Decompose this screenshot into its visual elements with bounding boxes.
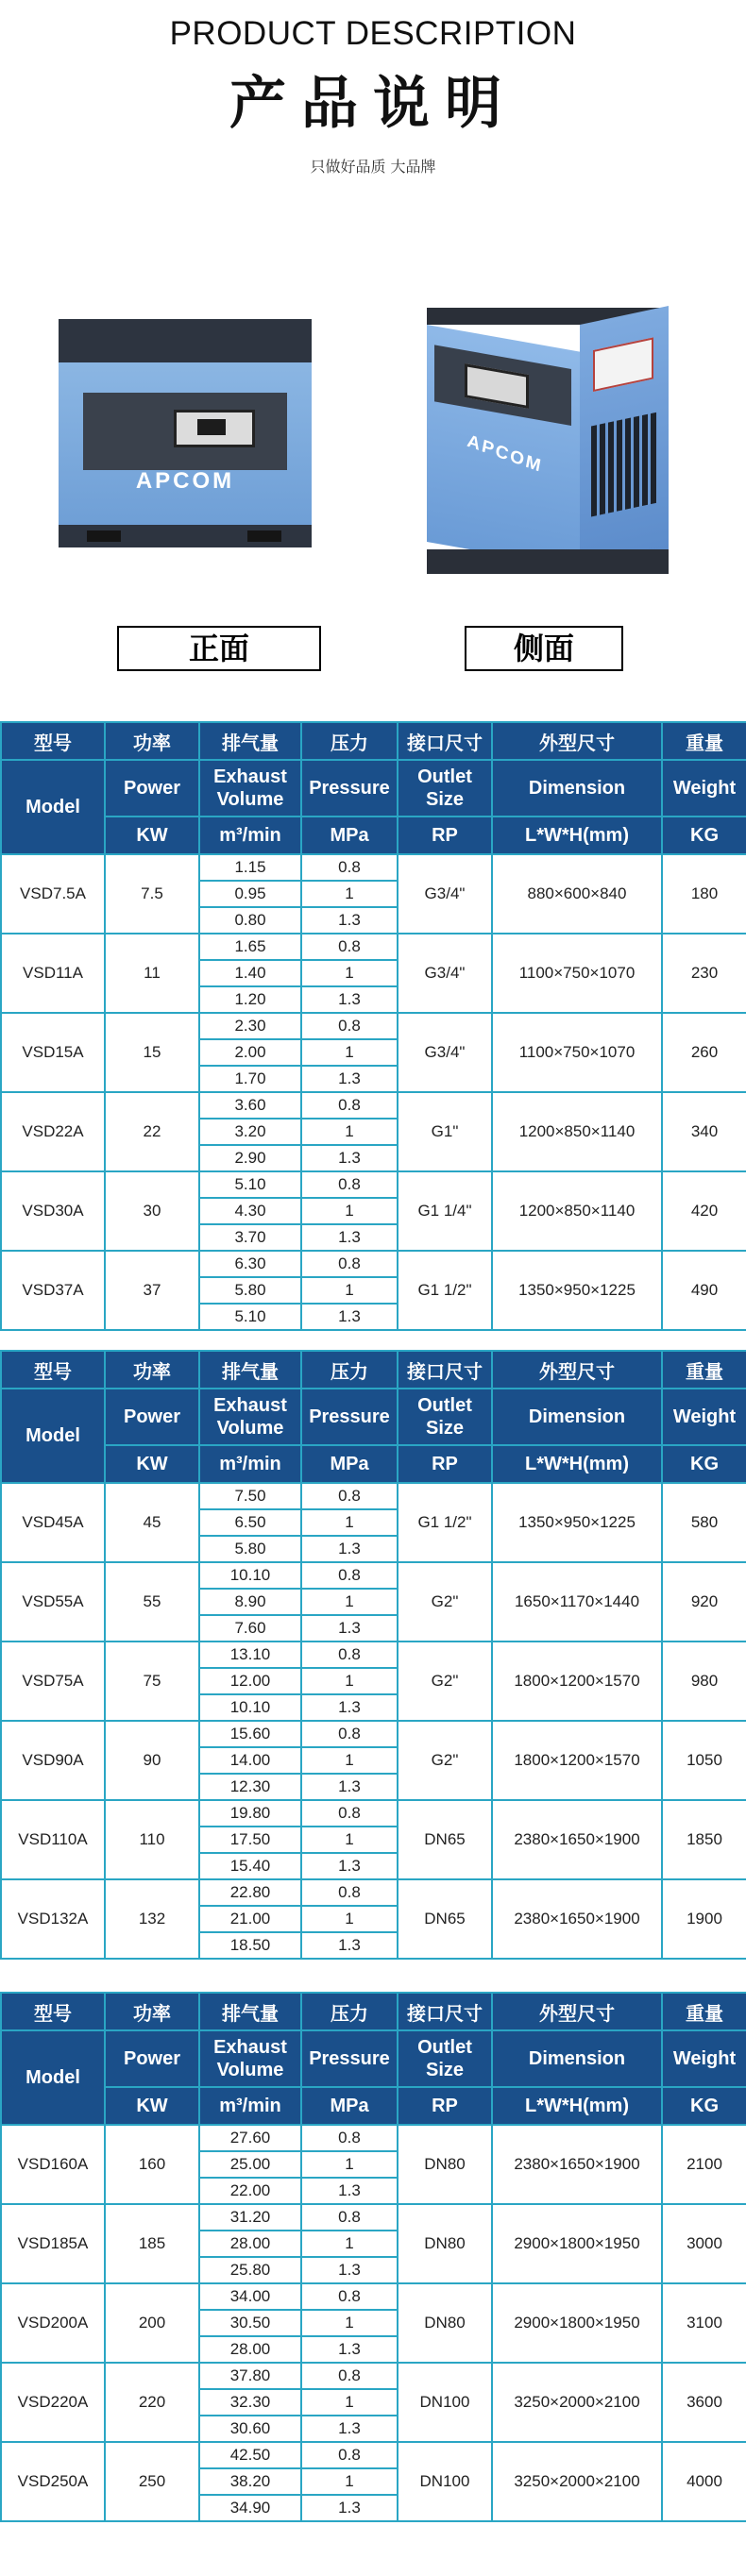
outlet-cell: G1 1/2" bbox=[398, 1251, 492, 1330]
pressure-cell: 1 bbox=[301, 1827, 398, 1853]
pressure-cell: 0.8 bbox=[301, 1092, 398, 1119]
flow-cell: 1.70 bbox=[199, 1066, 301, 1092]
front-view-label: 正面 bbox=[117, 626, 321, 671]
pressure-cell: 1 bbox=[301, 2151, 398, 2178]
pressure-cell: 1 bbox=[301, 1906, 398, 1932]
machine-top-panel bbox=[59, 319, 312, 362]
pressure-cell: 1.3 bbox=[301, 1774, 398, 1800]
model-cell: VSD132A bbox=[1, 1879, 105, 1959]
dimension-cell: 1100×750×1070 bbox=[492, 1013, 662, 1092]
unit-dimension: L*W*H(mm) bbox=[492, 817, 662, 854]
side-view-label: 侧面 bbox=[465, 626, 623, 671]
power-cell: 11 bbox=[105, 934, 199, 1013]
weight-cell: 980 bbox=[662, 1642, 746, 1721]
model-cell: VSD15A bbox=[1, 1013, 105, 1092]
table-row bbox=[1, 2125, 746, 2151]
flow-cell: 8.90 bbox=[199, 1589, 301, 1615]
outlet-cell: G2" bbox=[398, 1721, 492, 1800]
flow-cell: 30.50 bbox=[199, 2310, 301, 2336]
dimension-cell: 1650×1170×1440 bbox=[492, 1562, 662, 1642]
weight-cell: 1900 bbox=[662, 1879, 746, 1959]
power-cell: 110 bbox=[105, 1800, 199, 1879]
compressor-front-image bbox=[59, 319, 312, 547]
header-dimension: Dimension bbox=[492, 2030, 662, 2087]
model-cell: VSD37A bbox=[1, 1251, 105, 1330]
model-cell: VSD110A bbox=[1, 1800, 105, 1879]
flow-cell: 0.95 bbox=[199, 881, 301, 907]
outlet-cell: DN80 bbox=[398, 2283, 492, 2363]
header-dimension-cn: 外型尺寸 bbox=[492, 1993, 662, 2030]
table-row bbox=[1, 1642, 746, 1668]
power-cell: 55 bbox=[105, 1562, 199, 1642]
pressure-cell: 0.8 bbox=[301, 1483, 398, 1509]
power-cell: 220 bbox=[105, 2363, 199, 2442]
weight-cell: 490 bbox=[662, 1251, 746, 1330]
unit-dimension: L*W*H(mm) bbox=[492, 2087, 662, 2125]
machine-base bbox=[59, 525, 312, 547]
pressure-cell: 1.3 bbox=[301, 2257, 398, 2283]
flow-cell: 1.40 bbox=[199, 960, 301, 986]
pressure-cell: 1.3 bbox=[301, 1224, 398, 1251]
controller-display-icon bbox=[465, 363, 529, 409]
pressure-cell: 1.3 bbox=[301, 2178, 398, 2204]
table-row bbox=[1, 1483, 746, 1509]
flow-cell: 31.20 bbox=[199, 2204, 301, 2231]
header-pressure-cn: 压力 bbox=[301, 1993, 398, 2030]
outlet-cell: DN80 bbox=[398, 2204, 492, 2283]
flow-cell: 3.60 bbox=[199, 1092, 301, 1119]
table-row bbox=[1, 1092, 746, 1119]
pressure-cell: 0.8 bbox=[301, 854, 398, 881]
model-cell: VSD7.5A bbox=[1, 854, 105, 934]
flow-cell: 7.60 bbox=[199, 1615, 301, 1642]
header-pressure-cn: 压力 bbox=[301, 1351, 398, 1389]
header-power-cn: 功率 bbox=[105, 1351, 199, 1389]
header-exhaust-cn: 排气量 bbox=[199, 1351, 301, 1389]
pressure-cell: 1 bbox=[301, 881, 398, 907]
power-cell: 45 bbox=[105, 1483, 199, 1562]
flow-cell: 5.80 bbox=[199, 1536, 301, 1562]
flow-cell: 27.60 bbox=[199, 2125, 301, 2151]
unit-outlet: RP bbox=[398, 817, 492, 854]
spec-table-3 bbox=[0, 1992, 746, 2522]
flow-cell: 1.15 bbox=[199, 854, 301, 881]
flow-cell: 3.70 bbox=[199, 1224, 301, 1251]
header-pressure: Pressure bbox=[301, 2030, 398, 2087]
pressure-cell: 1.3 bbox=[301, 1694, 398, 1721]
brand-logo-front: APCOM bbox=[135, 468, 235, 494]
model-cell: VSD11A bbox=[1, 934, 105, 1013]
dimension-cell: 2380×1650×1900 bbox=[492, 1800, 662, 1879]
header-exhaust-cn: 排气量 bbox=[199, 1993, 301, 2030]
pressure-cell: 0.8 bbox=[301, 2125, 398, 2151]
outlet-cell: G1 1/4" bbox=[398, 1171, 492, 1251]
outlet-cell: G3/4" bbox=[398, 934, 492, 1013]
power-cell: 7.5 bbox=[105, 854, 199, 934]
weight-cell: 230 bbox=[662, 934, 746, 1013]
pressure-cell: 1 bbox=[301, 1747, 398, 1774]
flow-cell: 42.50 bbox=[199, 2442, 301, 2468]
vent-grill-icon bbox=[591, 412, 657, 517]
flow-cell: 5.10 bbox=[199, 1304, 301, 1330]
power-cell: 75 bbox=[105, 1642, 199, 1721]
power-cell: 15 bbox=[105, 1013, 199, 1092]
table-row bbox=[1, 1562, 746, 1589]
flow-cell: 15.40 bbox=[199, 1853, 301, 1879]
outlet-cell: DN100 bbox=[398, 2363, 492, 2442]
machine-side-face bbox=[580, 306, 669, 568]
table-row bbox=[1, 1251, 746, 1277]
dimension-cell: 1350×950×1225 bbox=[492, 1483, 662, 1562]
unit-pressure: MPa bbox=[301, 1445, 398, 1483]
pressure-cell: 1 bbox=[301, 1119, 398, 1145]
dimension-cell: 1200×850×1140 bbox=[492, 1092, 662, 1171]
power-cell: 90 bbox=[105, 1721, 199, 1800]
pressure-cell: 1 bbox=[301, 960, 398, 986]
flow-cell: 4.30 bbox=[199, 1198, 301, 1224]
dimension-cell: 2900×1800×1950 bbox=[492, 2283, 662, 2363]
flow-cell: 28.00 bbox=[199, 2336, 301, 2363]
flow-cell: 22.80 bbox=[199, 1879, 301, 1906]
weight-cell: 580 bbox=[662, 1483, 746, 1562]
table-row bbox=[1, 2204, 746, 2231]
flow-cell: 38.20 bbox=[199, 2468, 301, 2495]
dimension-cell: 1200×850×1140 bbox=[492, 1171, 662, 1251]
header-model-cn: 型号 bbox=[1, 1351, 105, 1389]
flow-cell: 21.00 bbox=[199, 1906, 301, 1932]
warning-label-icon bbox=[593, 337, 653, 392]
pressure-cell: 1.3 bbox=[301, 1932, 398, 1959]
pressure-cell: 1 bbox=[301, 1509, 398, 1536]
pressure-cell: 1.3 bbox=[301, 907, 398, 934]
pressure-cell: 1.3 bbox=[301, 1853, 398, 1879]
header-weight: Weight bbox=[662, 2030, 746, 2087]
flow-cell: 25.80 bbox=[199, 2257, 301, 2283]
header-weight: Weight bbox=[662, 760, 746, 817]
model-cell: VSD45A bbox=[1, 1483, 105, 1562]
weight-cell: 1050 bbox=[662, 1721, 746, 1800]
weight-cell: 1850 bbox=[662, 1800, 746, 1879]
spec-table-1 bbox=[0, 721, 746, 1331]
flow-cell: 34.00 bbox=[199, 2283, 301, 2310]
power-cell: 22 bbox=[105, 1092, 199, 1171]
flow-cell: 37.80 bbox=[199, 2363, 301, 2389]
table-row bbox=[1, 2283, 746, 2310]
weight-cell: 420 bbox=[662, 1171, 746, 1251]
pressure-cell: 1 bbox=[301, 1039, 398, 1066]
pressure-cell: 1.3 bbox=[301, 1536, 398, 1562]
unit-outlet: RP bbox=[398, 1445, 492, 1483]
flow-cell: 10.10 bbox=[199, 1694, 301, 1721]
dimension-cell: 2900×1800×1950 bbox=[492, 2204, 662, 2283]
table-row bbox=[1, 1879, 746, 1906]
controller-display-icon bbox=[174, 410, 255, 447]
pressure-cell: 1 bbox=[301, 1198, 398, 1224]
outlet-cell: G1 1/2" bbox=[398, 1483, 492, 1562]
weight-cell: 260 bbox=[662, 1013, 746, 1092]
flow-cell: 17.50 bbox=[199, 1827, 301, 1853]
pressure-cell: 1.3 bbox=[301, 1066, 398, 1092]
pressure-cell: 0.8 bbox=[301, 1562, 398, 1589]
power-cell: 250 bbox=[105, 2442, 199, 2521]
weight-cell: 3600 bbox=[662, 2363, 746, 2442]
weight-cell: 920 bbox=[662, 1562, 746, 1642]
header-model: Model bbox=[1, 2030, 105, 2125]
pressure-cell: 1.3 bbox=[301, 1615, 398, 1642]
table-row bbox=[1, 2442, 746, 2468]
power-cell: 200 bbox=[105, 2283, 199, 2363]
outlet-cell: G2" bbox=[398, 1642, 492, 1721]
unit-power: KW bbox=[105, 1445, 199, 1483]
header-weight-cn: 重量 bbox=[662, 1351, 746, 1389]
compressor-side-image bbox=[427, 308, 669, 574]
header-model-cn: 型号 bbox=[1, 1993, 105, 2030]
flow-cell: 15.60 bbox=[199, 1721, 301, 1747]
outlet-cell: DN65 bbox=[398, 1879, 492, 1959]
flow-cell: 18.50 bbox=[199, 1932, 301, 1959]
dimension-cell: 1800×1200×1570 bbox=[492, 1721, 662, 1800]
forklift-slot-icon bbox=[247, 530, 281, 542]
flow-cell: 2.00 bbox=[199, 1039, 301, 1066]
pressure-cell: 0.8 bbox=[301, 1171, 398, 1198]
flow-cell: 0.80 bbox=[199, 907, 301, 934]
table-row bbox=[1, 1171, 746, 1198]
pressure-cell: 1 bbox=[301, 2389, 398, 2416]
pressure-cell: 0.8 bbox=[301, 1721, 398, 1747]
pressure-cell: 1 bbox=[301, 1277, 398, 1304]
unit-weight: KG bbox=[662, 2087, 746, 2125]
power-cell: 160 bbox=[105, 2125, 199, 2204]
model-cell: VSD200A bbox=[1, 2283, 105, 2363]
model-cell: VSD22A bbox=[1, 1092, 105, 1171]
outlet-cell: G3/4" bbox=[398, 1013, 492, 1092]
unit-flow: m³/min bbox=[199, 817, 301, 854]
outlet-cell: DN80 bbox=[398, 2125, 492, 2204]
pressure-cell: 0.8 bbox=[301, 1251, 398, 1277]
pressure-cell: 0.8 bbox=[301, 2442, 398, 2468]
flow-cell: 6.50 bbox=[199, 1509, 301, 1536]
flow-cell: 14.00 bbox=[199, 1747, 301, 1774]
outlet-cell: DN100 bbox=[398, 2442, 492, 2521]
flow-cell: 12.00 bbox=[199, 1668, 301, 1694]
table-row bbox=[1, 1800, 746, 1827]
machine-base bbox=[427, 549, 669, 574]
pressure-cell: 0.8 bbox=[301, 1013, 398, 1039]
header-power: Power bbox=[105, 1389, 199, 1445]
unit-dimension: L*W*H(mm) bbox=[492, 1445, 662, 1483]
header-pressure-cn: 压力 bbox=[301, 722, 398, 760]
flow-cell: 19.80 bbox=[199, 1800, 301, 1827]
dimension-cell: 1800×1200×1570 bbox=[492, 1642, 662, 1721]
model-cell: VSD185A bbox=[1, 2204, 105, 2283]
unit-weight: KG bbox=[662, 1445, 746, 1483]
pressure-cell: 1 bbox=[301, 1589, 398, 1615]
model-cell: VSD30A bbox=[1, 1171, 105, 1251]
table-row bbox=[1, 854, 746, 881]
flow-cell: 5.80 bbox=[199, 1277, 301, 1304]
flow-cell: 2.90 bbox=[199, 1145, 301, 1171]
pressure-cell: 1.3 bbox=[301, 1304, 398, 1330]
dimension-cell: 2380×1650×1900 bbox=[492, 1879, 662, 1959]
pressure-cell: 1.3 bbox=[301, 986, 398, 1013]
pressure-cell: 1.3 bbox=[301, 1145, 398, 1171]
flow-cell: 13.10 bbox=[199, 1642, 301, 1668]
pressure-cell: 1 bbox=[301, 2468, 398, 2495]
flow-cell: 2.30 bbox=[199, 1013, 301, 1039]
header-model: Model bbox=[1, 1389, 105, 1483]
header-exhaust: Exhaust Volume bbox=[199, 2030, 301, 2087]
header-power: Power bbox=[105, 2030, 199, 2087]
outlet-cell: G1" bbox=[398, 1092, 492, 1171]
header-dimension: Dimension bbox=[492, 760, 662, 817]
unit-power: KW bbox=[105, 2087, 199, 2125]
machine-control-panel bbox=[83, 393, 287, 470]
header-weight-cn: 重量 bbox=[662, 1993, 746, 2030]
header-outlet: Outlet Size bbox=[398, 2030, 492, 2087]
unit-outlet: RP bbox=[398, 2087, 492, 2125]
brand-logo-side: APCOM bbox=[466, 431, 545, 478]
pressure-cell: 1.3 bbox=[301, 2416, 398, 2442]
header-exhaust: Exhaust Volume bbox=[199, 760, 301, 817]
header-dimension: Dimension bbox=[492, 1389, 662, 1445]
unit-weight: KG bbox=[662, 817, 746, 854]
dimension-cell: 1100×750×1070 bbox=[492, 934, 662, 1013]
weight-cell: 180 bbox=[662, 854, 746, 934]
header-power: Power bbox=[105, 760, 199, 817]
header-outlet-cn: 接口尺寸 bbox=[398, 722, 492, 760]
pressure-cell: 1.3 bbox=[301, 2495, 398, 2521]
header-exhaust: Exhaust Volume bbox=[199, 1389, 301, 1445]
dimension-cell: 880×600×840 bbox=[492, 854, 662, 934]
header-dimension-cn: 外型尺寸 bbox=[492, 1351, 662, 1389]
flow-cell: 32.30 bbox=[199, 2389, 301, 2416]
model-cell: VSD90A bbox=[1, 1721, 105, 1800]
weight-cell: 340 bbox=[662, 1092, 746, 1171]
weight-cell: 3000 bbox=[662, 2204, 746, 2283]
slogan: 只做好品质 大品牌 bbox=[310, 158, 436, 176]
pressure-cell: 1.3 bbox=[301, 2336, 398, 2363]
unit-flow: m³/min bbox=[199, 2087, 301, 2125]
pressure-cell: 0.8 bbox=[301, 2283, 398, 2310]
power-cell: 37 bbox=[105, 1251, 199, 1330]
machine-front-face bbox=[427, 325, 580, 569]
header-outlet-cn: 接口尺寸 bbox=[398, 1993, 492, 2030]
pressure-cell: 1 bbox=[301, 2310, 398, 2336]
model-cell: VSD160A bbox=[1, 2125, 105, 2204]
dimension-cell: 3250×2000×2100 bbox=[492, 2363, 662, 2442]
pressure-cell: 1 bbox=[301, 1668, 398, 1694]
machine-control-panel bbox=[434, 345, 571, 426]
flow-cell: 6.30 bbox=[199, 1251, 301, 1277]
model-cell: VSD55A bbox=[1, 1562, 105, 1642]
flow-cell: 7.50 bbox=[199, 1483, 301, 1509]
unit-pressure: MPa bbox=[301, 2087, 398, 2125]
header-pressure: Pressure bbox=[301, 760, 398, 817]
table-row bbox=[1, 2363, 746, 2389]
model-cell: VSD220A bbox=[1, 2363, 105, 2442]
flow-cell: 1.65 bbox=[199, 934, 301, 960]
model-cell: VSD75A bbox=[1, 1642, 105, 1721]
title-english: PRODUCT DESCRIPTION bbox=[169, 15, 577, 52]
unit-pressure: MPa bbox=[301, 817, 398, 854]
weight-cell: 4000 bbox=[662, 2442, 746, 2521]
flow-cell: 3.20 bbox=[199, 1119, 301, 1145]
pressure-cell: 1 bbox=[301, 2231, 398, 2257]
machine-body bbox=[59, 362, 312, 525]
header-weight: Weight bbox=[662, 1389, 746, 1445]
flow-cell: 10.10 bbox=[199, 1562, 301, 1589]
header-model: Model bbox=[1, 760, 105, 854]
model-cell: VSD250A bbox=[1, 2442, 105, 2521]
header-dimension-cn: 外型尺寸 bbox=[492, 722, 662, 760]
outlet-cell: G2" bbox=[398, 1562, 492, 1642]
power-cell: 30 bbox=[105, 1171, 199, 1251]
pressure-cell: 0.8 bbox=[301, 2204, 398, 2231]
pressure-cell: 0.8 bbox=[301, 1642, 398, 1668]
weight-cell: 3100 bbox=[662, 2283, 746, 2363]
table-row bbox=[1, 1013, 746, 1039]
power-cell: 185 bbox=[105, 2204, 199, 2283]
header-exhaust-cn: 排气量 bbox=[199, 722, 301, 760]
flow-cell: 34.90 bbox=[199, 2495, 301, 2521]
dimension-cell: 2380×1650×1900 bbox=[492, 2125, 662, 2204]
header-outlet: Outlet Size bbox=[398, 760, 492, 817]
pressure-cell: 0.8 bbox=[301, 1800, 398, 1827]
table-row bbox=[1, 934, 746, 960]
header-power-cn: 功率 bbox=[105, 722, 199, 760]
weight-cell: 2100 bbox=[662, 2125, 746, 2204]
dimension-cell: 3250×2000×2100 bbox=[492, 2442, 662, 2521]
flow-cell: 1.20 bbox=[199, 986, 301, 1013]
outlet-cell: G3/4" bbox=[398, 854, 492, 934]
flow-cell: 28.00 bbox=[199, 2231, 301, 2257]
flow-cell: 5.10 bbox=[199, 1171, 301, 1198]
outlet-cell: DN65 bbox=[398, 1800, 492, 1879]
table-row bbox=[1, 1721, 746, 1747]
header-outlet-cn: 接口尺寸 bbox=[398, 1351, 492, 1389]
header-weight-cn: 重量 bbox=[662, 722, 746, 760]
dimension-cell: 1350×950×1225 bbox=[492, 1251, 662, 1330]
title-chinese: 产品说明 bbox=[229, 71, 517, 137]
header-outlet: Outlet Size bbox=[398, 1389, 492, 1445]
flow-cell: 22.00 bbox=[199, 2178, 301, 2204]
spec-table-2 bbox=[0, 1350, 746, 1960]
pressure-cell: 0.8 bbox=[301, 1879, 398, 1906]
flow-cell: 12.30 bbox=[199, 1774, 301, 1800]
power-cell: 132 bbox=[105, 1879, 199, 1959]
header-pressure: Pressure bbox=[301, 1389, 398, 1445]
forklift-slot-icon bbox=[87, 530, 121, 542]
flow-cell: 25.00 bbox=[199, 2151, 301, 2178]
unit-power: KW bbox=[105, 817, 199, 854]
flow-cell: 30.60 bbox=[199, 2416, 301, 2442]
pressure-cell: 0.8 bbox=[301, 2363, 398, 2389]
header-power-cn: 功率 bbox=[105, 1993, 199, 2030]
unit-flow: m³/min bbox=[199, 1445, 301, 1483]
pressure-cell: 0.8 bbox=[301, 934, 398, 960]
header-model-cn: 型号 bbox=[1, 722, 105, 760]
